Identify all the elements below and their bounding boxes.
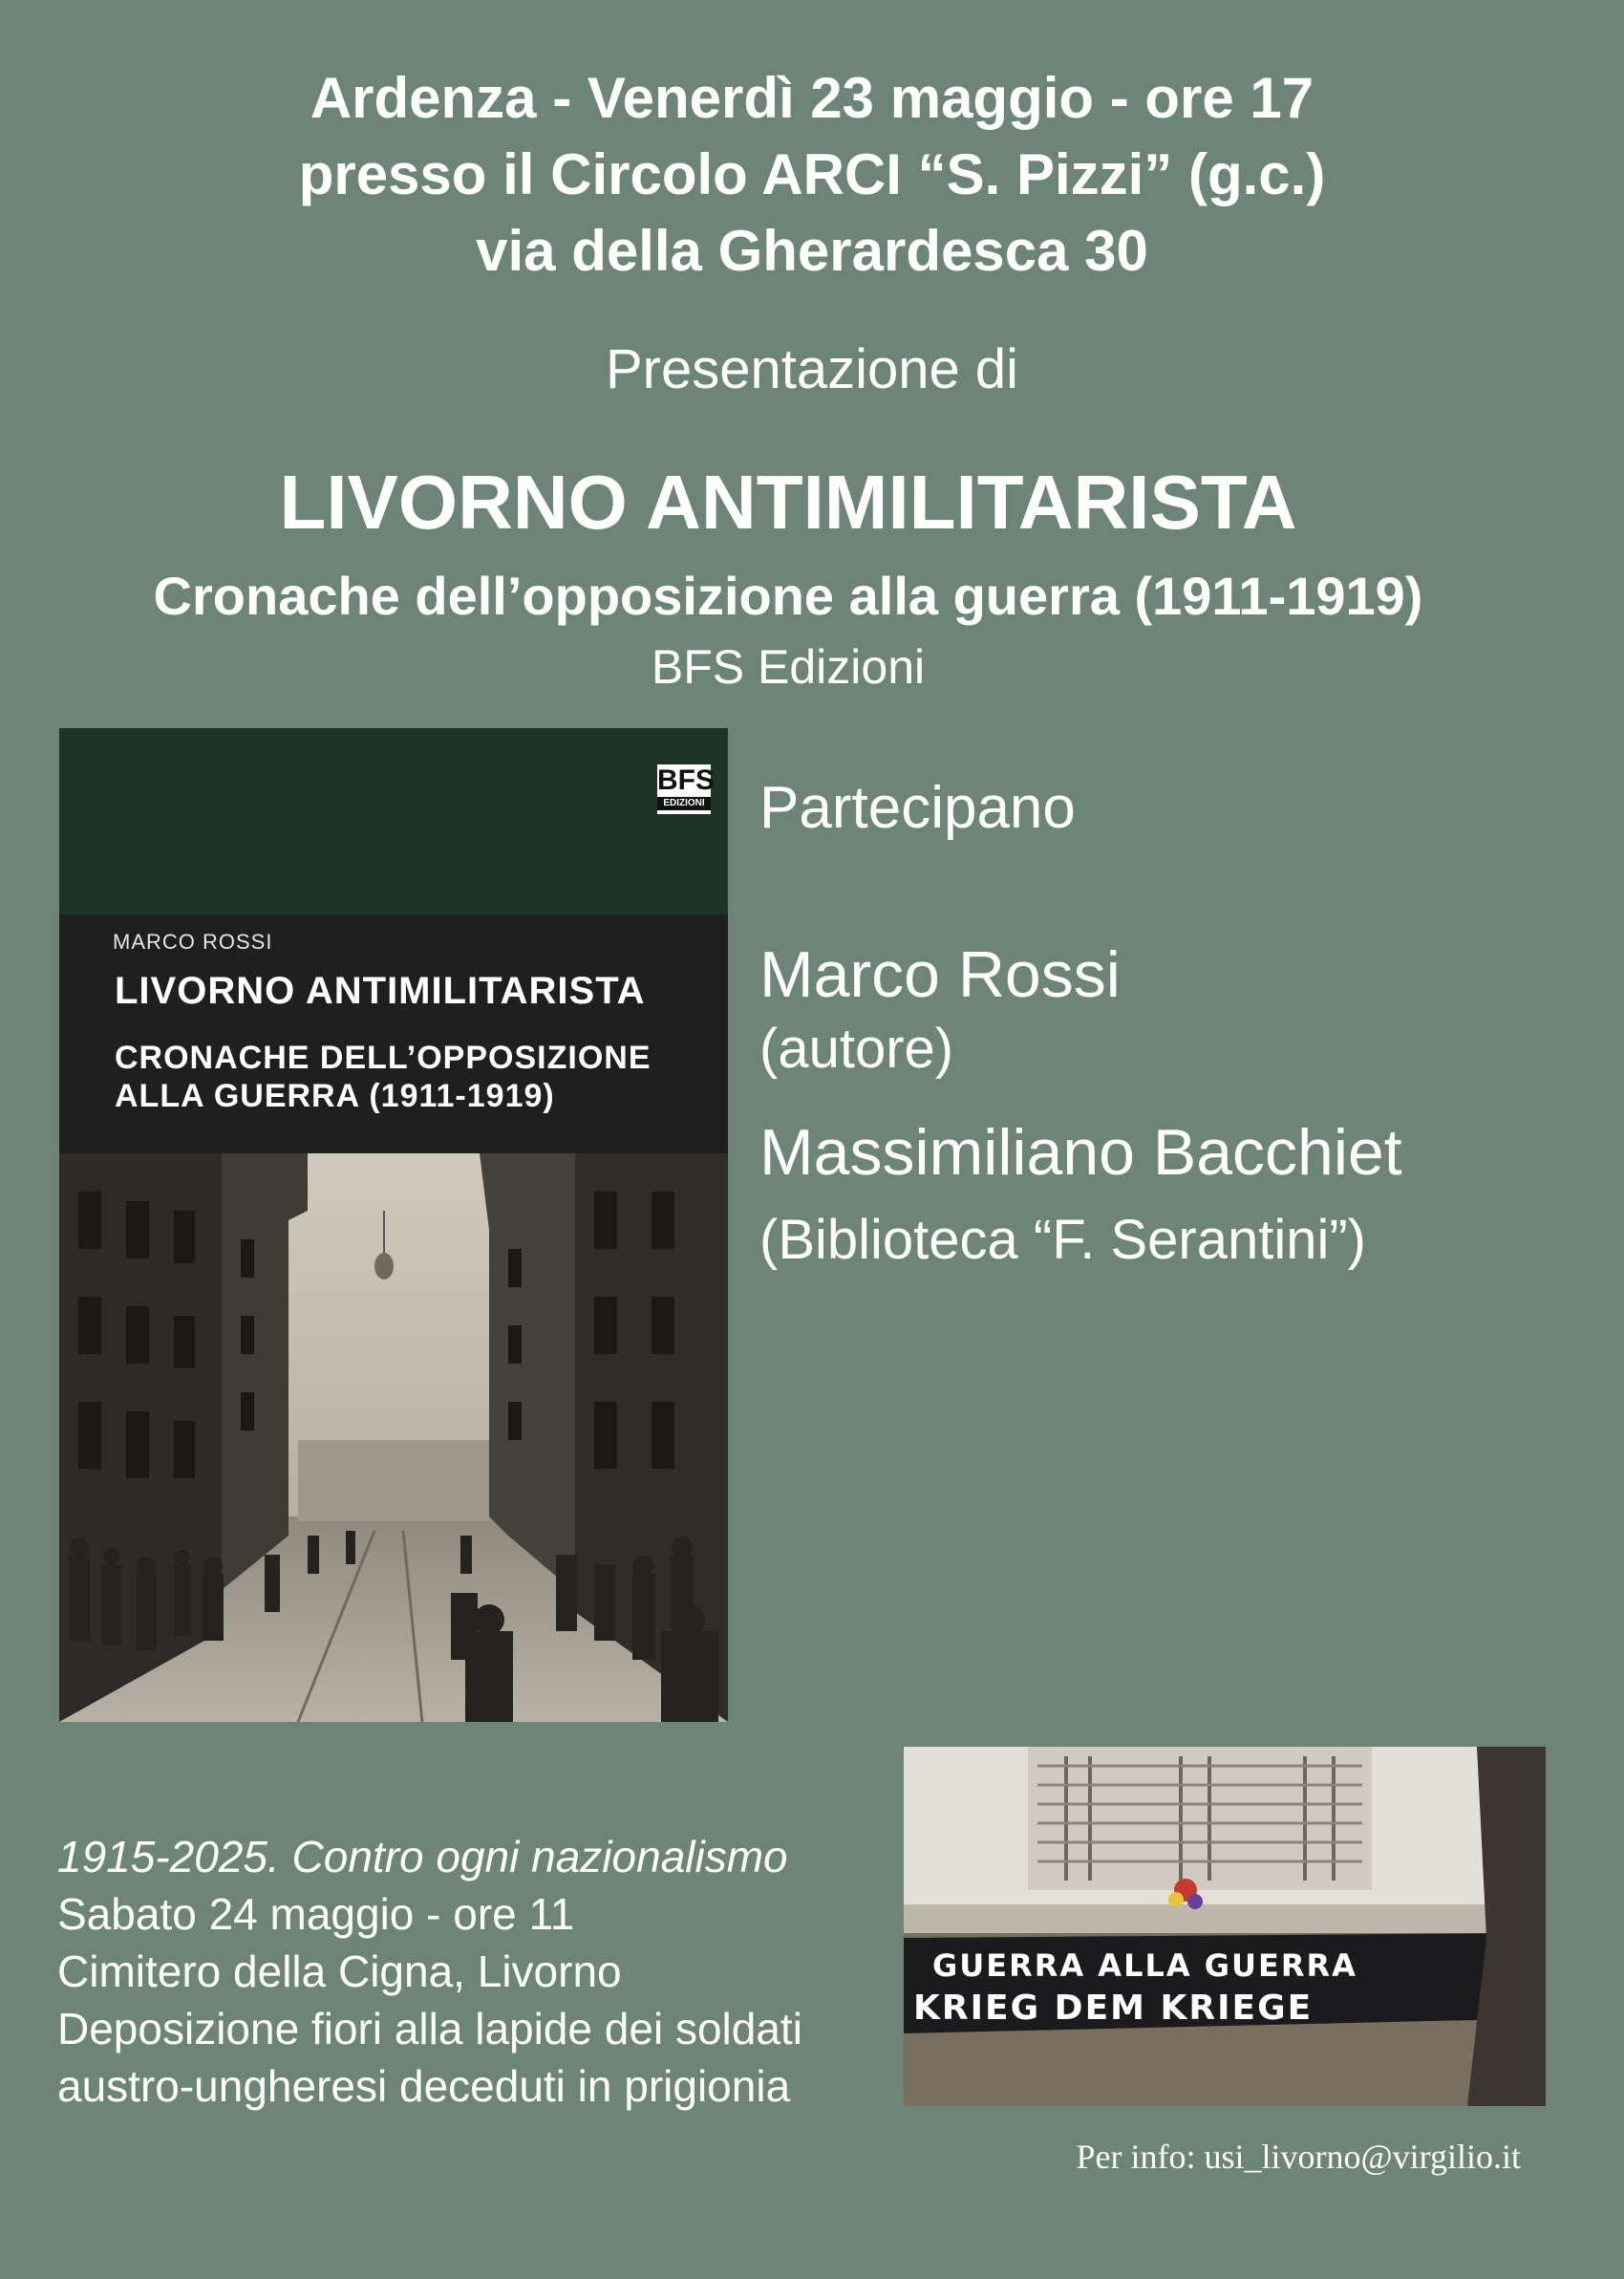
publisher-logo	[657, 764, 715, 814]
banner-text-1: GUERRA ALLA GUERRA	[932, 1947, 1357, 1984]
book-publisher: BFS Edizioni	[651, 640, 926, 694]
presentation-label: Presentazione di	[605, 338, 1019, 400]
cover-subtitle-line-2: ALLA GUERRA (1911-1919)	[115, 1078, 555, 1114]
logo-sub-text: EDIZIONI	[657, 797, 711, 810]
banner-text-2: KRIEG DEM KRIEGE	[913, 1989, 1314, 2028]
cover-subtitle-line-1: CRONACHE DELL’OPPOSIZIONE	[115, 1040, 652, 1076]
participants-heading: Partecipano	[759, 775, 1076, 841]
event-header-line-2: presso il Circolo ARCI “S. Pizzi” (g.c.)	[298, 142, 1326, 206]
contact-info: Per info: usi_livorno@virgilio.it	[1076, 2138, 1521, 2176]
second-event-title: 1915-2025. Contro ogni nazionalismo	[57, 1832, 788, 1881]
participant-name: Massimiliano Bacchiet	[759, 1116, 1402, 1189]
book-subtitle: Cronache dell’opposizione alla guerra (1911-1919)	[153, 566, 1423, 626]
street-photo	[59, 1153, 728, 1722]
cover-top-band	[59, 728, 728, 914]
cover-author: MARCO ROSSI	[113, 930, 273, 954]
cover-title-band	[59, 914, 728, 1153]
cover-title: LIVORNO ANTIMILITARISTA	[115, 970, 646, 1012]
participant-role: (autore)	[759, 1018, 954, 1080]
logo-main-text: BFS	[657, 764, 715, 796]
event-header-line-3: via della Gherardesca 30	[476, 219, 1148, 283]
second-event-description-1: Deposizione fiori alla lapide dei soldati	[57, 2004, 802, 2053]
book-title: LIVORNO ANTIMILITARISTA	[279, 460, 1297, 545]
second-event-date: Sabato 24 maggio - ore 11	[57, 1889, 575, 1939]
book-cover	[59, 728, 728, 1722]
participant-name: Marco Rossi	[759, 938, 1121, 1011]
second-event-description-2: austro-ungheresi deceduti in prigionia	[57, 2061, 791, 2111]
memorial-photo	[904, 1747, 1546, 2106]
participant-role: (Biblioteca “F. Serantini”)	[759, 1209, 1366, 1271]
second-event-place: Cimitero della Cigna, Livorno	[57, 1946, 622, 1996]
cover-subtitle	[115, 1039, 652, 1115]
event-header-line-1: Ardenza - Venerdì 23 maggio - ore 17	[310, 66, 1314, 130]
